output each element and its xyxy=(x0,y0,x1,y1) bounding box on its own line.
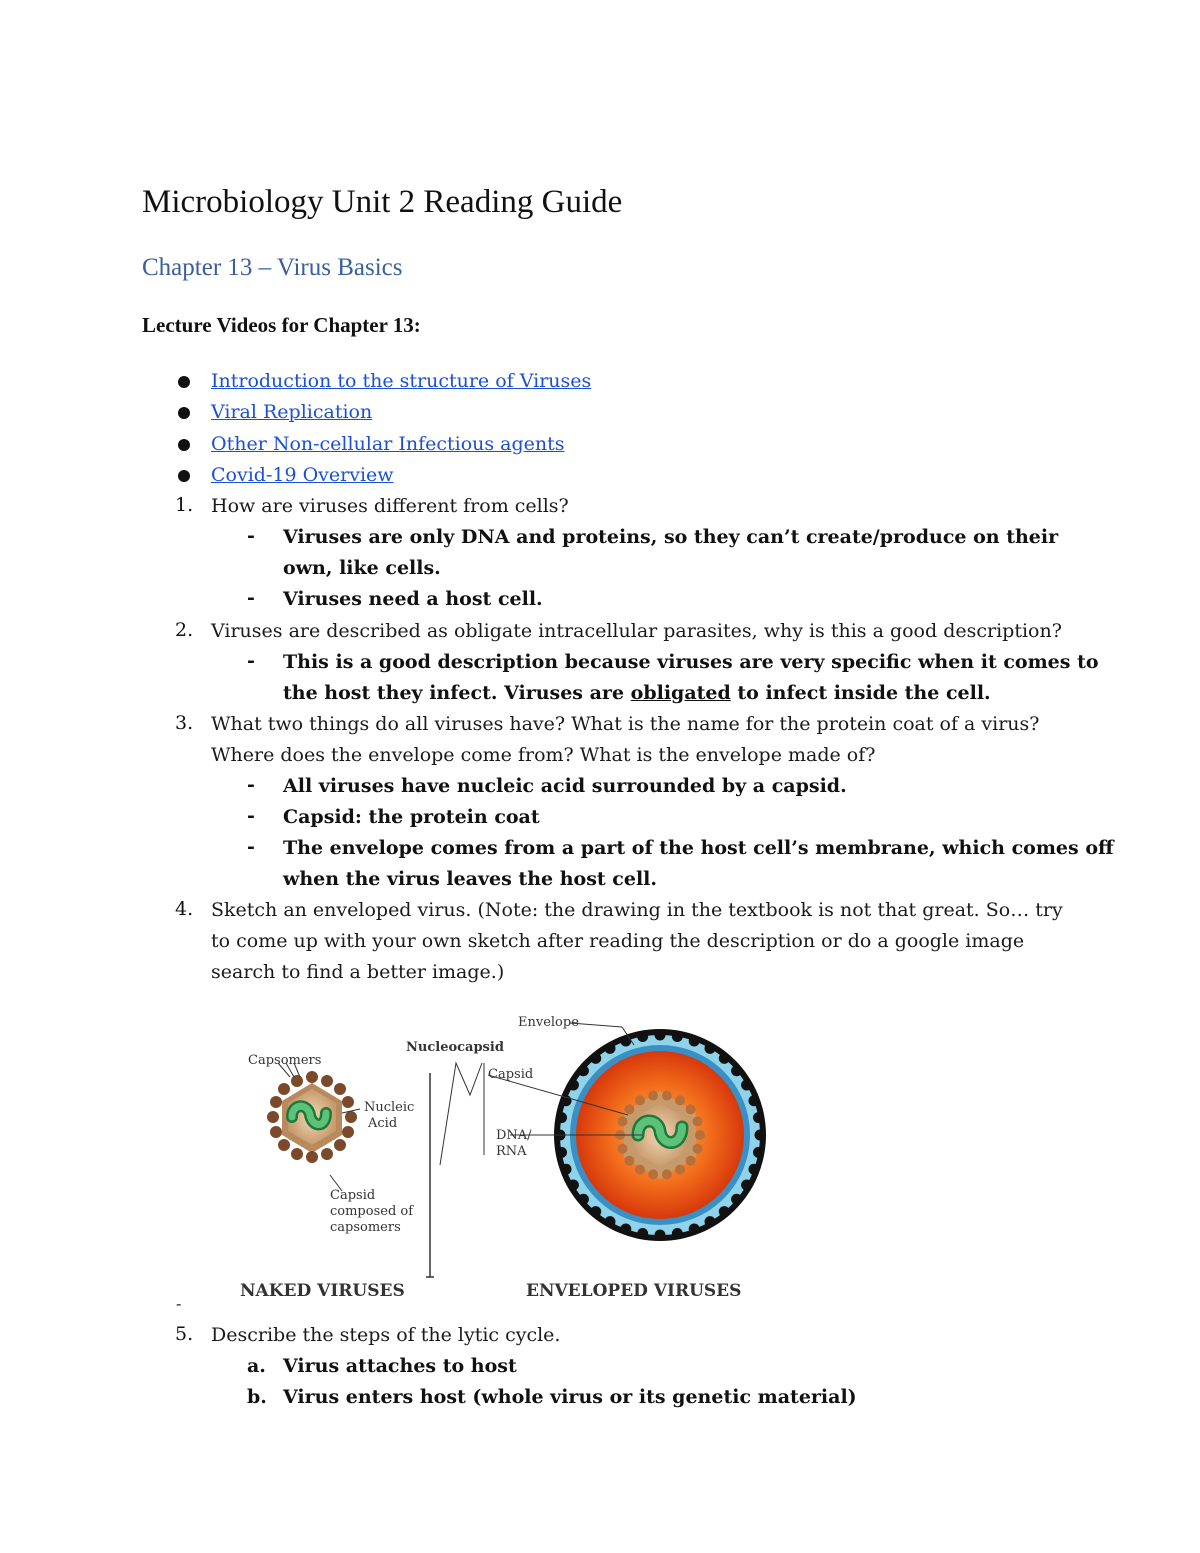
label-nucleic: Nucleic xyxy=(364,1100,415,1115)
envelope-spike xyxy=(620,1036,631,1047)
label-capsid-composed-1: Capsid xyxy=(330,1188,376,1203)
envelope-spike xyxy=(568,1080,579,1091)
step-b: Virus enters host (whole virus or its genetic material) xyxy=(283,1386,857,1408)
question-5: Describe the steps of the lytic cycle. xyxy=(211,1324,561,1346)
answer-3c-line1: The envelope comes from a part of the host cell’s membrane, which comes off xyxy=(283,837,1114,859)
capsomer-bead xyxy=(617,1116,627,1126)
envelope-spike xyxy=(590,1053,601,1064)
envelope-spike xyxy=(753,1147,764,1158)
capsomer-bead xyxy=(693,1116,703,1126)
answer-3c-line2: when the virus leaves the host cell. xyxy=(283,868,658,890)
capsomer-bead xyxy=(617,1144,627,1154)
bullet-icon xyxy=(178,470,190,482)
envelope-spike xyxy=(605,1216,616,1227)
question-3-line2: Where does the envelope come from? What is the envelope made of? xyxy=(211,744,876,766)
answer-dash: - xyxy=(247,650,255,672)
question-number: 5. xyxy=(175,1323,194,1345)
envelope-spike xyxy=(590,1206,601,1217)
envelope-spike xyxy=(556,1147,567,1158)
bullet-icon xyxy=(178,376,190,388)
naked-virus-illustration xyxy=(267,1071,357,1163)
answer-2-line2 xyxy=(283,681,991,705)
capsomer-bead xyxy=(686,1104,696,1114)
capsomer-bead xyxy=(675,1165,685,1175)
label-rna: RNA xyxy=(496,1144,527,1159)
envelope-spike xyxy=(672,1228,683,1239)
answer-1a-line2: own, like cells. xyxy=(283,557,441,579)
envelope-spike xyxy=(741,1180,752,1191)
envelope-spike xyxy=(731,1065,742,1076)
envelope-spike xyxy=(605,1043,616,1054)
link-non-cellular-agents[interactable]: Other Non-cellular Infectious agents xyxy=(211,433,565,455)
question-2: Viruses are described as obligate intracellular parasites, why is this a good description? xyxy=(211,620,1062,642)
answer-2-underlined-word: obligated xyxy=(630,682,731,704)
envelope-spike xyxy=(672,1031,683,1042)
link-viral-replication[interactable]: Viral Replication xyxy=(211,401,373,423)
envelope-spike xyxy=(731,1194,742,1205)
answer-dash: - xyxy=(247,525,255,547)
question-number: 4. xyxy=(175,898,194,920)
envelope-spike xyxy=(753,1112,764,1123)
label-capsomers: Capsomers xyxy=(248,1053,322,1068)
question-4-line2: to come up with your own sketch after reading the description or do a google image xyxy=(211,930,1025,952)
envelope-spike xyxy=(748,1095,759,1106)
step-a: Virus attaches to host xyxy=(283,1355,517,1377)
label-capsid-composed-3: capsomers xyxy=(330,1220,401,1235)
link-structure-of-viruses[interactable]: Introduction to the structure of Viruses xyxy=(211,370,592,392)
capsomer-bead xyxy=(624,1104,634,1114)
dash-after-figure: - xyxy=(176,1294,182,1313)
capsomer-bead xyxy=(662,1091,672,1101)
answer-dash: - xyxy=(247,774,255,796)
envelope-spike xyxy=(620,1223,631,1234)
label-dna: DNA/ xyxy=(496,1128,532,1143)
envelope-spike xyxy=(741,1080,752,1091)
question-number: 1. xyxy=(175,494,194,516)
envelope-spike xyxy=(655,1230,666,1241)
capsomer-bead xyxy=(662,1169,672,1179)
answer-2-line1: This is a good description because viruses are very specific when it comes to xyxy=(283,651,1099,673)
chapter-heading: Chapter 13 – Virus Basics xyxy=(142,254,403,281)
label-enveloped-viruses: ENVELOPED VIRUSES xyxy=(526,1281,742,1301)
label-capsid: Capsid xyxy=(488,1067,534,1082)
envelope-spike xyxy=(705,1043,716,1054)
envelope-spike xyxy=(655,1030,666,1041)
answer-2-text-pre: the host they infect. Viruses are xyxy=(283,682,631,704)
question-3-line1: What two things do all viruses have? What is the name for the protein coat of a virus? xyxy=(211,713,1040,735)
answer-3b: Capsid: the protein coat xyxy=(283,806,540,828)
question-4-line1: Sketch an enveloped virus. (Note: the drawing in the textbook is not that great. So… try xyxy=(211,899,1063,921)
envelope-spike xyxy=(689,1223,700,1234)
envelope-spike xyxy=(578,1065,589,1076)
document-title: Microbiology Unit 2 Reading Guide xyxy=(142,184,623,220)
capsomer-bead xyxy=(695,1130,705,1140)
question-number: 2. xyxy=(175,619,194,641)
envelope-spike xyxy=(637,1031,648,1042)
label-nucleocapsid: Nucleocapsid xyxy=(406,1040,504,1055)
answer-dash: - xyxy=(247,805,255,827)
question-number: 3. xyxy=(175,712,194,734)
answer-dash: - xyxy=(247,587,255,609)
envelope-spike xyxy=(689,1036,700,1047)
envelope-spike xyxy=(637,1228,648,1239)
envelope-spike xyxy=(561,1164,572,1175)
capsomer-bead xyxy=(648,1169,658,1179)
step-a-label: a. xyxy=(247,1355,266,1377)
label-naked-viruses: NAKED VIRUSES xyxy=(240,1281,405,1301)
label-capsid-composed-2: composed of xyxy=(330,1204,414,1219)
label-acid: Acid xyxy=(368,1116,398,1131)
envelope-spike xyxy=(748,1164,759,1175)
capsomer-bead xyxy=(648,1091,658,1101)
capsomer-bead xyxy=(686,1156,696,1166)
virus-diagram xyxy=(230,1005,790,1305)
label-envelope: Envelope xyxy=(518,1015,579,1030)
lecture-videos-heading: Lecture Videos for Chapter 13: xyxy=(142,313,421,337)
capsomer-bead xyxy=(635,1095,645,1105)
step-b-label: b. xyxy=(247,1386,267,1408)
question-4-line3: search to find a better image.) xyxy=(211,961,505,983)
envelope-spike xyxy=(568,1180,579,1191)
envelope-spike xyxy=(556,1112,567,1123)
link-covid-overview[interactable]: Covid-19 Overview xyxy=(211,464,394,486)
bullet-icon xyxy=(178,439,190,451)
envelope-spike xyxy=(578,1194,589,1205)
capsomer-bead xyxy=(693,1144,703,1154)
answer-3a: All viruses have nucleic acid surrounded by a capsid. xyxy=(283,775,847,797)
answer-2-text-post: to infect inside the cell. xyxy=(730,682,991,704)
answer-1b: Viruses need a host cell. xyxy=(283,588,543,610)
bullet-icon xyxy=(178,407,190,419)
question-1: How are viruses different from cells? xyxy=(211,495,569,517)
capsomer-bead xyxy=(635,1165,645,1175)
capsomer-bead xyxy=(624,1156,634,1166)
envelope-spike xyxy=(755,1130,766,1141)
envelope-spike xyxy=(719,1053,730,1064)
envelope-spike xyxy=(719,1206,730,1217)
answer-1a-line1: Viruses are only DNA and proteins, so they can’t create/produce on their xyxy=(283,526,1059,548)
envelope-spike xyxy=(705,1216,716,1227)
answer-dash: - xyxy=(247,836,255,858)
capsomer-bead xyxy=(675,1095,685,1105)
